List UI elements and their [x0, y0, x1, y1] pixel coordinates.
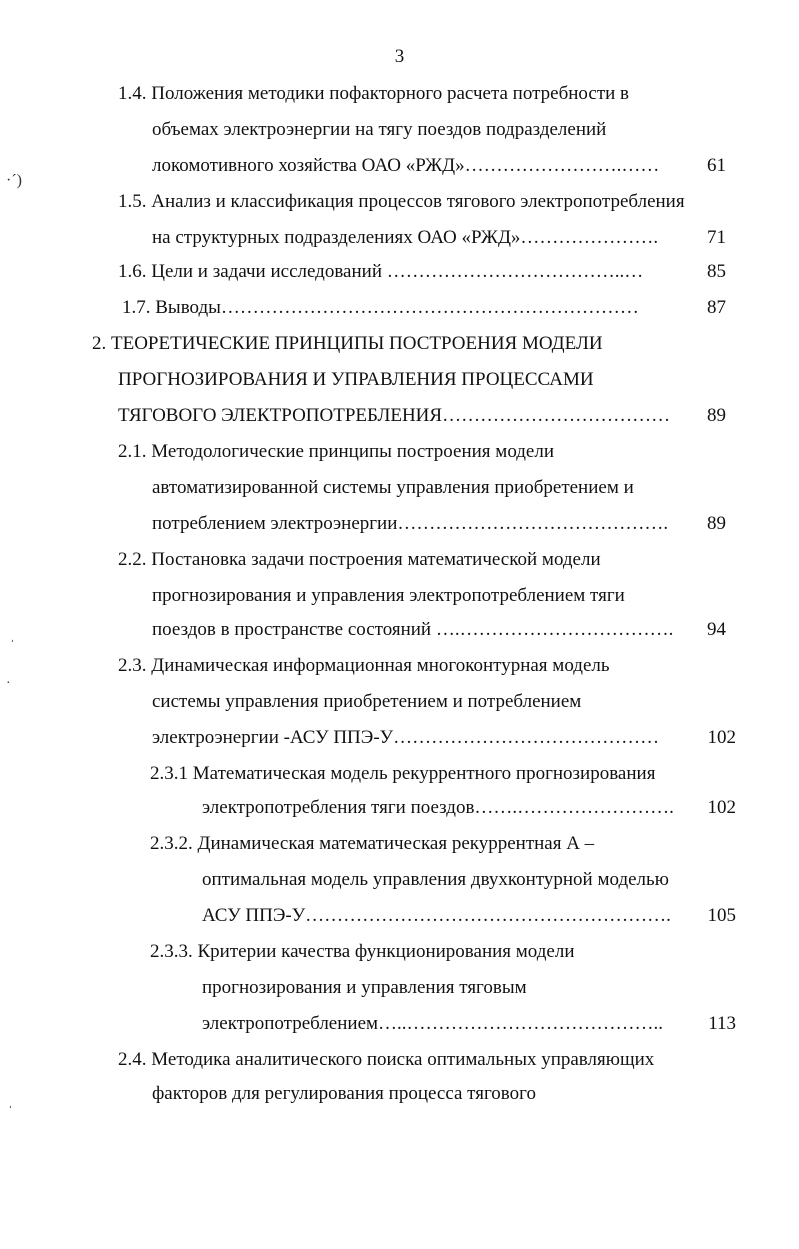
toc-entry-2-3-1 [0, 760, 760, 788]
toc-entry-1-4-line-2: объемах электроэнергии на тягу поездов подразделений [152, 119, 607, 140]
toc-entry-2-3-row-2 [0, 688, 760, 716]
toc-entry-2-3-3-row-3 [0, 1010, 760, 1038]
toc-entry-1-7 [0, 294, 760, 322]
toc-entry-2-3-2 [0, 830, 760, 858]
toc-entry-2-1-row-3 [0, 510, 760, 538]
toc-entry-2-4-line-1: 2.4. Методика аналитического поиска оптимальных управляющих [118, 1049, 655, 1070]
toc-entry-2-4 [0, 1046, 760, 1074]
toc-entry-2 [0, 330, 760, 358]
toc-entry-2-3-3-line-3: электропотреблением…..………………………………….. [202, 1013, 664, 1034]
toc-entry-2-3-line-3: электроэнергии -АСУ ППЭ-У…………………………………… [152, 727, 660, 748]
toc-entry-2-3-1-line-1: 2.3.1 Математическая модель рекуррентного прогнозирования [150, 763, 656, 784]
toc-entry-2-3-2-line-3: АСУ ППЭ-У…………………………………………………. [202, 905, 671, 926]
toc-entry-1-6-line-1: 1.6. Цели и задачи исследований ………………………………..… [118, 261, 644, 282]
toc-entry-2-page: 89 [707, 405, 726, 426]
toc-entry-2-3-2-row-2 [0, 866, 760, 894]
toc-entry-2-row-3 [0, 402, 760, 430]
toc-entry-1-5-page: 71 [707, 227, 726, 248]
toc-entry-2-3-1-row-2 [0, 794, 760, 822]
toc-entry-1-4-line-1: 1.4. Положения методики пофакторного расчета потребности в [118, 83, 630, 104]
toc-entry-2-2-row-2 [0, 582, 760, 610]
toc-entry-1-5 [0, 188, 760, 216]
toc-entry-2-row-2 [0, 366, 760, 394]
toc-entry-2-1-line-3: потреблением электроэнергии……………………………………. [152, 513, 669, 534]
toc-entry-1-4-row-3 [0, 152, 760, 180]
toc-entry-2-1-row-2 [0, 474, 760, 502]
toc-entry-2-3-3 [0, 938, 760, 966]
toc-entry-1-4 [0, 80, 760, 108]
page-number: 3 [394, 46, 405, 67]
toc-entry-1-6-page: 85 [707, 261, 726, 282]
toc-entry-1-5-line-2: на структурных подразделениях ОАО «РЖД»…………………. [152, 227, 659, 248]
toc-entry-2-3-2-row-3 [0, 902, 760, 930]
toc-entry-1-7-line-1: 1.7. Выводы………………………………………………………… [122, 297, 639, 318]
toc-entry-2-3-line-1: 2.3. Динамическая информационная многоконтурная модель [118, 655, 610, 676]
toc-entry-2-4-row-2 [0, 1080, 760, 1108]
toc-entry-2-3-3-line-1: 2.3.3. Критерии качества функционирования модели [150, 941, 575, 962]
toc-entry-2-3-1-page: 102 [707, 797, 736, 818]
toc-entry-2-3-line-2: системы управления приобретением и потреблением [152, 691, 582, 712]
toc-entry-1-5-row-2 [0, 224, 760, 252]
toc-entry-2-1 [0, 438, 760, 466]
margin-mark-2: ˌ [10, 628, 15, 643]
toc-entry-2-3-2-line-1: 2.3.2. Динамическая математическая рекуррентная А – [150, 833, 595, 854]
margin-mark-3: · [6, 676, 11, 691]
toc-entry-2-2-line-1: 2.2. Постановка задачи построения математической модели [118, 549, 601, 570]
toc-entry-2-1-page: 89 [707, 513, 726, 534]
toc-entry-1-6 [0, 258, 760, 286]
toc-entry-2-1-line-2: автоматизированной системы управления приобретением и [152, 477, 634, 498]
toc-entry-1-7-page: 87 [707, 297, 726, 318]
margin-mark-1: ·ˊ) [6, 172, 22, 189]
toc-entry-1-5-line-1: 1.5. Анализ и классификация процессов тягового электропотребления [118, 191, 685, 212]
toc-entry-2-2-page: 94 [707, 619, 726, 640]
toc-entry-2-3-3-row-2 [0, 974, 760, 1002]
margin-mark-4: ˌ [8, 1094, 13, 1109]
toc-entry-2-line-2: ПРОГНОЗИРОВАНИЯ И УПРАВЛЕНИЯ ПРОЦЕССАМИ [118, 369, 594, 390]
toc-entry-2-2 [0, 546, 760, 574]
toc-entry-2-3-page: 102 [707, 727, 736, 748]
toc-entry-2-3-row-3 [0, 724, 760, 752]
toc-entry-2-line-3: ТЯГОВОГО ЭЛЕКТРОПОТРЕБЛЕНИЯ……………………………… [118, 405, 671, 426]
toc-entry-2-3 [0, 652, 760, 680]
toc-entry-2-3-2-line-2: оптимальная модель управления двухконтурной моделью [202, 869, 669, 890]
toc-entry-2-2-line-2: прогнозирования и управления электропотреблением тяги [152, 585, 625, 606]
toc-entry-2-2-row-3 [0, 616, 760, 644]
toc-entry-2-2-line-3: поездов в пространстве состояний ….……………………………. [152, 619, 674, 640]
toc-entry-1-4-page: 61 [707, 155, 726, 176]
toc-entry-2-3-3-line-2: прогнозирования и управления тяговым [202, 977, 527, 998]
toc-entry-1-4-row-2 [0, 116, 760, 144]
toc-entry-2-4-line-2: факторов для регулирования процесса тягового [152, 1083, 536, 1104]
toc-entry-1-4-line-3: локомотивного хозяйства ОАО «РЖД»…………………….…… [152, 155, 660, 176]
toc-entry-2-3-2-page: 105 [707, 905, 736, 926]
toc-entry-2-3-3-page: 113 [708, 1013, 736, 1034]
toc-entry-2-line-1: 2. ТЕОРЕТИЧЕСКИЕ ПРИНЦИПЫ ПОСТРОЕНИЯ МОДЕЛИ [92, 333, 603, 354]
toc-entry-2-3-1-line-2: электропотребления тяги поездов…….……………………. [202, 797, 674, 818]
toc-entry-2-1-line-1: 2.1. Методологические принципы построения модели [118, 441, 555, 462]
